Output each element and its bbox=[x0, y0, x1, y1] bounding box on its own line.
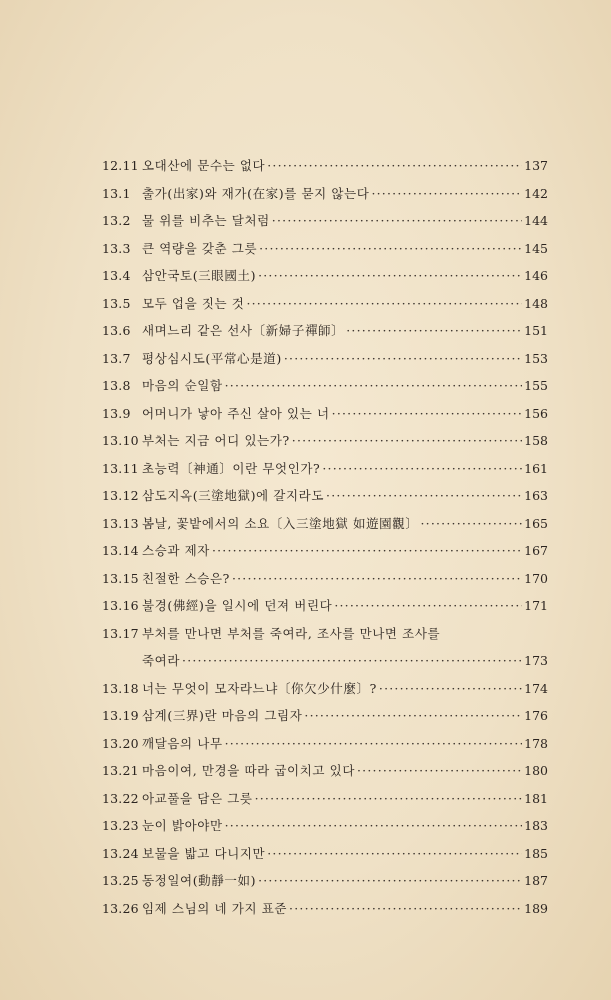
page-number: 173 bbox=[524, 653, 548, 668]
dot-leader bbox=[272, 207, 522, 235]
section-number: 13.13 bbox=[102, 515, 139, 531]
dot-leader bbox=[225, 730, 523, 758]
dot-leader bbox=[225, 812, 523, 840]
toc-entry bbox=[102, 867, 548, 895]
section-title: 출가(出家)와 재가(在家)를 묻지 않는다 bbox=[142, 185, 370, 201]
section-title: 깨달음의 나무 bbox=[142, 735, 223, 751]
dot-leader bbox=[420, 510, 522, 538]
toc-entry bbox=[102, 290, 548, 318]
page-number: 185 bbox=[524, 845, 548, 861]
dot-leader bbox=[212, 537, 522, 565]
toc-entry bbox=[102, 317, 548, 345]
section-title: 동정일여(動靜一如) bbox=[142, 873, 257, 888]
section-title: 마음이여, 만경을 따라 굽이치고 있다 bbox=[142, 763, 355, 778]
toc-entry bbox=[102, 812, 548, 840]
section-number: 13.3 bbox=[102, 240, 131, 256]
entry-line bbox=[142, 262, 548, 290]
section-number: 13.6 bbox=[102, 323, 131, 338]
toc-entry bbox=[102, 785, 548, 813]
section-number: 13.1 bbox=[102, 185, 131, 201]
dot-leader bbox=[326, 482, 522, 510]
page-number: 181 bbox=[524, 790, 548, 806]
section-title: 부처를 만나면 부처를 죽여라, 조사를 만나면 조사를 bbox=[142, 625, 441, 641]
page-number: 171 bbox=[524, 598, 548, 613]
toc-entry bbox=[102, 840, 548, 868]
entry-line bbox=[142, 537, 548, 565]
toc-entry bbox=[102, 482, 548, 510]
page-number: 170 bbox=[524, 570, 548, 586]
page-number: 163 bbox=[524, 488, 548, 503]
section-number: 13.11 bbox=[102, 460, 139, 476]
entry-line bbox=[142, 565, 548, 593]
entry-line bbox=[142, 867, 548, 895]
section-title-continued: 죽여라 bbox=[142, 653, 181, 668]
entry-line bbox=[142, 757, 548, 785]
toc-entry bbox=[102, 345, 548, 373]
section-title: 스승과 제자 bbox=[142, 543, 210, 558]
section-title: 오대산에 문수는 없다 bbox=[142, 158, 266, 173]
page-number: 165 bbox=[524, 515, 548, 531]
page-number: 142 bbox=[524, 185, 548, 201]
section-title: 보물을 밟고 다니지만 bbox=[142, 845, 266, 861]
dot-leader bbox=[284, 345, 522, 373]
dot-leader bbox=[182, 647, 522, 675]
dot-leader bbox=[259, 235, 522, 263]
section-number: 13.10 bbox=[102, 433, 139, 448]
page-number: 176 bbox=[524, 708, 548, 723]
section-number: 13.17 bbox=[102, 625, 139, 641]
entry-line bbox=[142, 895, 548, 923]
section-title: 평상심시도(平常心是道) bbox=[142, 350, 282, 366]
entry-line-continued bbox=[142, 647, 548, 675]
toc-entry bbox=[102, 180, 548, 208]
dot-leader bbox=[267, 840, 522, 868]
section-number: 13.18 bbox=[102, 680, 139, 696]
section-number: 13.15 bbox=[102, 570, 139, 586]
dot-leader bbox=[357, 757, 522, 785]
section-number: 13.2 bbox=[102, 213, 131, 228]
toc-entry bbox=[102, 235, 548, 263]
page-number: 161 bbox=[524, 460, 548, 476]
toc-entry bbox=[102, 510, 548, 538]
section-title: 봄날, 꽃밭에서의 소요〔入三塗地獄 如遊園觀〕 bbox=[142, 515, 419, 531]
dot-leader bbox=[232, 565, 522, 593]
entry-line bbox=[142, 317, 548, 345]
page-number: 148 bbox=[524, 295, 548, 311]
toc-entry bbox=[102, 895, 548, 923]
section-number: 13.21 bbox=[102, 763, 139, 778]
entry-line bbox=[142, 785, 548, 813]
entry-line bbox=[142, 235, 548, 263]
section-number: 13.23 bbox=[102, 818, 139, 833]
entry-line bbox=[142, 427, 548, 455]
dot-leader bbox=[267, 152, 522, 180]
page-number: 158 bbox=[524, 433, 548, 448]
section-number: 13.4 bbox=[102, 268, 131, 283]
section-number: 13.7 bbox=[102, 350, 131, 366]
page-number: 146 bbox=[524, 268, 548, 283]
section-title: 삼안국토(三眼國土) bbox=[142, 268, 257, 283]
toc-entry bbox=[102, 427, 548, 455]
section-title: 부처는 지금 어디 있는가? bbox=[142, 433, 290, 448]
section-number: 12.11 bbox=[102, 158, 139, 173]
section-number: 13.25 bbox=[102, 873, 139, 888]
section-number: 13.9 bbox=[102, 405, 131, 421]
section-title: 너는 무엇이 모자라느냐〔你欠少什麼〕? bbox=[142, 680, 377, 696]
entry-line bbox=[142, 207, 548, 235]
page-number: 145 bbox=[524, 240, 548, 256]
dot-leader bbox=[346, 317, 522, 345]
dot-leader bbox=[255, 785, 523, 813]
toc-entry bbox=[102, 757, 548, 785]
entry-line bbox=[142, 482, 548, 510]
section-title: 마음의 순일함 bbox=[142, 378, 223, 393]
entry-line bbox=[142, 510, 548, 538]
entry-line bbox=[142, 730, 548, 758]
entry-line bbox=[142, 620, 548, 648]
dot-leader bbox=[258, 867, 522, 895]
entry-line bbox=[142, 812, 548, 840]
entry-line bbox=[142, 702, 548, 730]
toc-entry bbox=[102, 537, 548, 565]
dot-leader bbox=[334, 592, 522, 620]
entry-line bbox=[142, 345, 548, 373]
entry-line bbox=[142, 592, 548, 620]
entry-line bbox=[142, 455, 548, 483]
toc-entry bbox=[102, 592, 548, 620]
toc-entry bbox=[102, 565, 548, 593]
page-number: 156 bbox=[524, 405, 548, 421]
toc-entry bbox=[102, 730, 548, 758]
section-title: 어머니가 낳아 주신 살아 있는 너 bbox=[142, 405, 330, 421]
section-title: 물 위를 비추는 달처럼 bbox=[142, 213, 270, 228]
page-number: 183 bbox=[524, 818, 548, 833]
page-number: 153 bbox=[524, 350, 548, 366]
section-number: 13.22 bbox=[102, 790, 139, 806]
dot-leader bbox=[289, 895, 522, 923]
dot-leader bbox=[371, 180, 522, 208]
page-number: 167 bbox=[524, 543, 548, 558]
section-title: 초능력〔神通〕이란 무엇인가? bbox=[142, 460, 321, 476]
entry-line bbox=[142, 372, 548, 400]
section-title: 삼도지옥(三塗地獄)에 갈지라도 bbox=[142, 488, 325, 503]
toc-entry bbox=[102, 620, 548, 675]
dot-leader bbox=[332, 400, 522, 428]
section-number: 13.8 bbox=[102, 378, 131, 393]
toc-entry bbox=[102, 262, 548, 290]
dot-leader bbox=[304, 702, 522, 730]
dot-leader bbox=[379, 675, 522, 703]
section-number: 13.16 bbox=[102, 598, 139, 613]
page-number: 144 bbox=[524, 213, 548, 228]
section-title: 불경(佛經)을 일시에 던져 버린다 bbox=[142, 598, 333, 613]
toc-entry bbox=[102, 152, 548, 180]
section-number: 13.12 bbox=[102, 488, 139, 503]
toc-entry bbox=[102, 207, 548, 235]
section-number: 13.14 bbox=[102, 543, 139, 558]
section-title: 삼계(三界)란 마음의 그림자 bbox=[142, 708, 303, 723]
dot-leader bbox=[246, 290, 522, 318]
page-number: 187 bbox=[524, 873, 548, 888]
section-title: 새며느리 같은 선사〔新婦子禪師〕 bbox=[142, 323, 345, 338]
page-number: 174 bbox=[524, 680, 548, 696]
entry-line bbox=[142, 840, 548, 868]
entry-line bbox=[142, 675, 548, 703]
page-number: 155 bbox=[524, 378, 548, 393]
section-number: 13.5 bbox=[102, 295, 131, 311]
section-number: 13.24 bbox=[102, 845, 139, 861]
section-title: 친절한 스승은? bbox=[142, 570, 230, 586]
section-title: 모두 업을 짓는 것 bbox=[142, 295, 245, 311]
section-title: 눈이 밝아야만 bbox=[142, 818, 223, 833]
toc-entry bbox=[102, 400, 548, 428]
toc-entry bbox=[102, 455, 548, 483]
page-number: 178 bbox=[524, 735, 548, 751]
entry-line bbox=[142, 400, 548, 428]
section-number: 13.26 bbox=[102, 900, 139, 916]
section-title: 아교풀을 담은 그릇 bbox=[142, 790, 253, 806]
section-number: 13.20 bbox=[102, 735, 139, 751]
dot-leader bbox=[292, 427, 522, 455]
page-number: 189 bbox=[524, 900, 548, 916]
section-number: 13.19 bbox=[102, 708, 139, 723]
table-of-contents bbox=[102, 152, 548, 922]
page-number: 180 bbox=[524, 763, 548, 778]
dot-leader bbox=[258, 262, 522, 290]
section-title: 큰 역량을 갖춘 그릇 bbox=[142, 240, 258, 256]
entry-line bbox=[142, 152, 548, 180]
dot-leader bbox=[225, 372, 523, 400]
toc-entry bbox=[102, 702, 548, 730]
page-number: 137 bbox=[524, 158, 548, 173]
page-number: 151 bbox=[524, 323, 548, 338]
section-title: 임제 스님의 네 가지 표준 bbox=[142, 900, 288, 916]
dot-leader bbox=[322, 455, 522, 483]
toc-entry bbox=[102, 372, 548, 400]
entry-line bbox=[142, 290, 548, 318]
toc-entry bbox=[102, 675, 548, 703]
entry-line bbox=[142, 180, 548, 208]
